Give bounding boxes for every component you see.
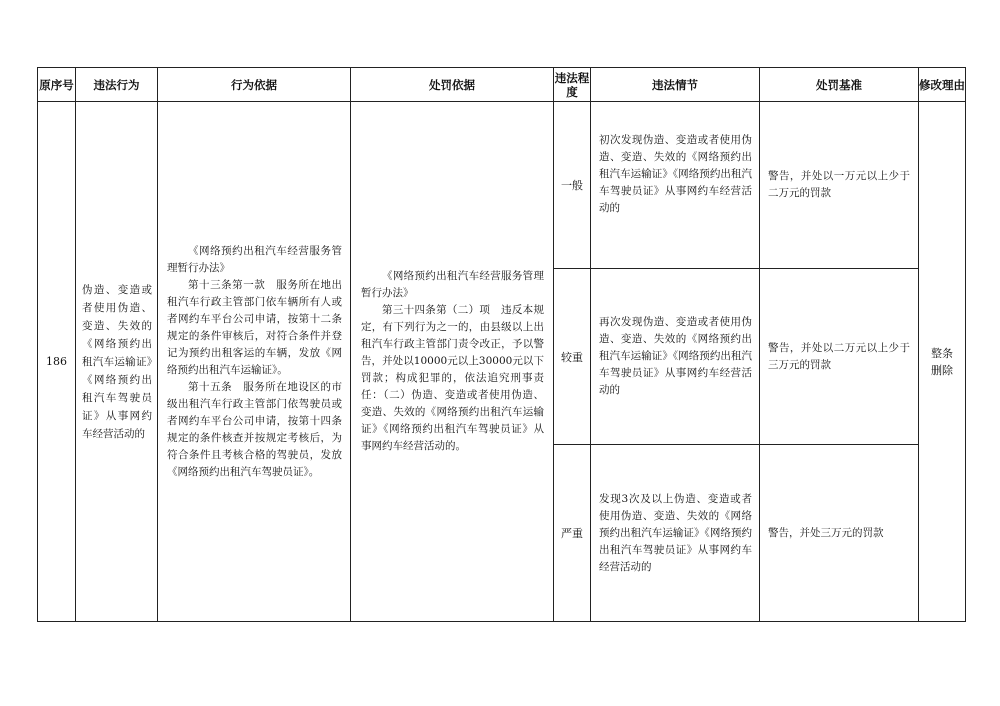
basis-title: 《网络预约出租汽车经营服务管理暂行办法》 (167, 244, 342, 274)
header-row (38, 68, 966, 102)
circumstance-cell-general: 初次发现伪造、变造或者使用伪造、变造、失效的《网络预约出租汽车运输证》《网络预约出租汽车驾驶员证》从事网约车经营活动的 (591, 102, 760, 269)
seq-cell: 186 (38, 102, 76, 622)
degree-cell-serious: 较重 (554, 269, 591, 445)
header-penalty: 处罚依据 (351, 68, 554, 102)
degree-cell-general: 一般 (554, 102, 591, 269)
header-standard: 处罚基准 (760, 68, 919, 102)
standard-cell-severe: 警告，并处三万元的罚款 (760, 445, 919, 622)
act-cell: 伪造、变造或者使用伪造、变造、失效的《网络预约出租汽车运输证》《网络预约出租汽车驾驶员证》从事网约车经营活动的 (76, 102, 158, 622)
basis-article-13: 第十三条第一款 服务所在地出租汽车行政主管部门依车辆所有人或者网约车平台公司申请，按第十二条规定的条件审核后，对符合条件并登记为预约出租客运的车辆，发放《网络预约出租汽车运输证》。 (167, 278, 342, 376)
standard-cell-general: 警告，并处以一万元以上少于二万元的罚款 (760, 102, 919, 269)
penalty-table (37, 67, 966, 622)
reason-cell: 整条删除 (919, 102, 966, 622)
penalty-title: 《网络预约出租汽车经营服务管理暂行办法》 (361, 270, 544, 299)
degree-cell-severe: 严重 (554, 445, 591, 622)
penalty-cell (351, 102, 554, 622)
header-reason: 修改理由 (919, 68, 966, 102)
table-row (38, 102, 966, 269)
header-basis: 行为依据 (158, 68, 351, 102)
basis-cell (158, 102, 351, 622)
header-seq: 原序号 (38, 68, 76, 102)
header-act: 违法行为 (76, 68, 158, 102)
penalty-article-34: 第三十四条第（二）项 违反本规定，有下列行为之一的，由县级以上出租汽车行政主管部门责令改正，予以警告，并处以10000元以上30000元以下罚款；构成犯罪的，依法追究刑事责任：（二）伪造、变造或者使用伪造、变造、失效的《网络预约出租汽车运输证》《网络预约出租汽车驾驶员证》从事网约车经营活动的。 (361, 304, 544, 452)
header-circumstance: 违法情节 (591, 68, 760, 102)
circumstance-cell-serious: 再次发现伪造、变造或者使用伪造、变造、失效的《网络预约出租汽车运输证》《网络预约出租汽车驾驶员证》从事网约车经营活动的 (591, 269, 760, 445)
standard-cell-serious: 警告，并处以二万元以上少于三万元的罚款 (760, 269, 919, 445)
circumstance-cell-severe: 发现3次及以上伪造、变造或者使用伪造、变造、失效的《网络预约出租汽车运输证》《网络预约出租汽车驾驶员证》从事网约车经营活动的 (591, 445, 760, 622)
basis-article-15: 第十五条 服务所在地设区的市级出租汽车行政主管部门依驾驶员或者网约车平台公司申请，按第十四条规定的条件核查并按规定考核后，为符合条件且考核合格的驾驶员，发放《网络预约出租汽车驾驶员证》。 (167, 380, 342, 478)
header-degree: 违法程度 (554, 68, 591, 102)
